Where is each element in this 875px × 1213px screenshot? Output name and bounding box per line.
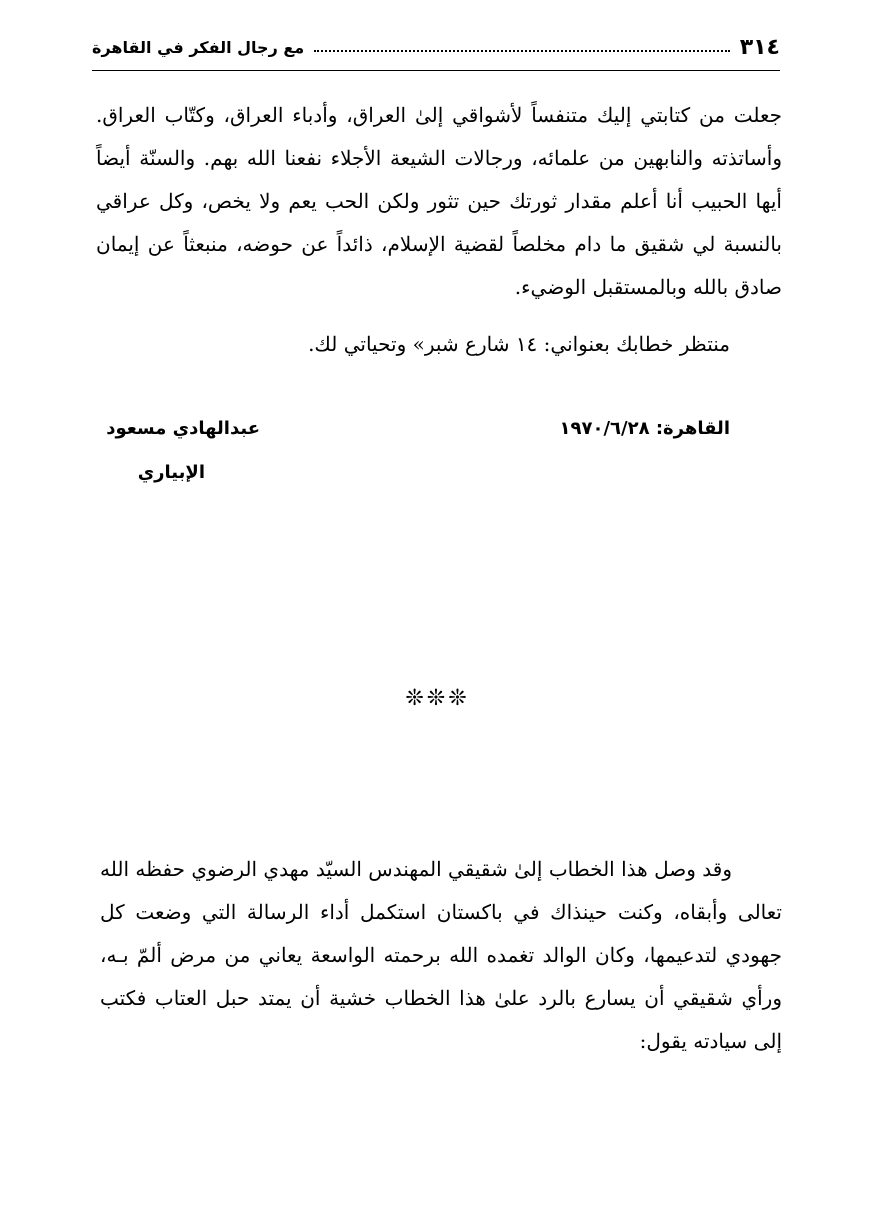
letter-paragraph-2: منتظر خطابك بعنواني: ١٤ شارع شبر» وتحياتي لك. [308, 332, 730, 356]
page-header [92, 30, 780, 64]
signer-name: عبدالهادي مسعود [106, 418, 260, 439]
narrative-paragraph: وقد وصل هذا الخطاب إلىٰ شقيقي المهندس السيّد مهدي الرضوي حفظه الله تعالى وأبقاه، وكنت حينذاك في باكستان استكمل أداء الرسالة التي وضعت كل جهودي لتدعيمها، وكان الوالد تغمده الله برحمته الواسعة يعاني من مرض ألمّ بـه، ورأي شقيقي أن يسارع بالرد علىٰ هذا الخطاب خشية أن يمتد حبل العتاب فكتب إلى سيادته يقول: [100, 857, 782, 1053]
header-rule [92, 70, 780, 71]
letter-paragraph-1: جعلت من كتابتي إليك متنفساً لأشواقي إلىٰ العراق، وأدباء العراق، وكتّاب العراق. وأساتذته والنابهين من علمائه، ورجالات الشيعة الأجلاء نفعنا الله بهم. والسنّة أيضاً أيها الحبيب أنا أعلم مقدار ثورتك حين تثور ولكن الحب يعم ولا يخص، وكل عراقي بالنسبة لي شقيق ما دام مخلصاً لقضية الإسلام، ذائداً عن حوضه، منبعثاً عن إيمان صادق بالله وبالمستقبل الوضيء. [96, 103, 782, 299]
dotted-leader [314, 50, 730, 52]
running-title: مع رجال الفكر في القاهرة [92, 37, 305, 57]
signer-surname: الإبياري [137, 462, 205, 483]
page-number: ٣١٤ [739, 34, 780, 60]
place-date: القاهرة: ١٩٧٠/٦/٢٨ [559, 418, 730, 439]
section-separator: ❊❊❊ [405, 686, 470, 711]
